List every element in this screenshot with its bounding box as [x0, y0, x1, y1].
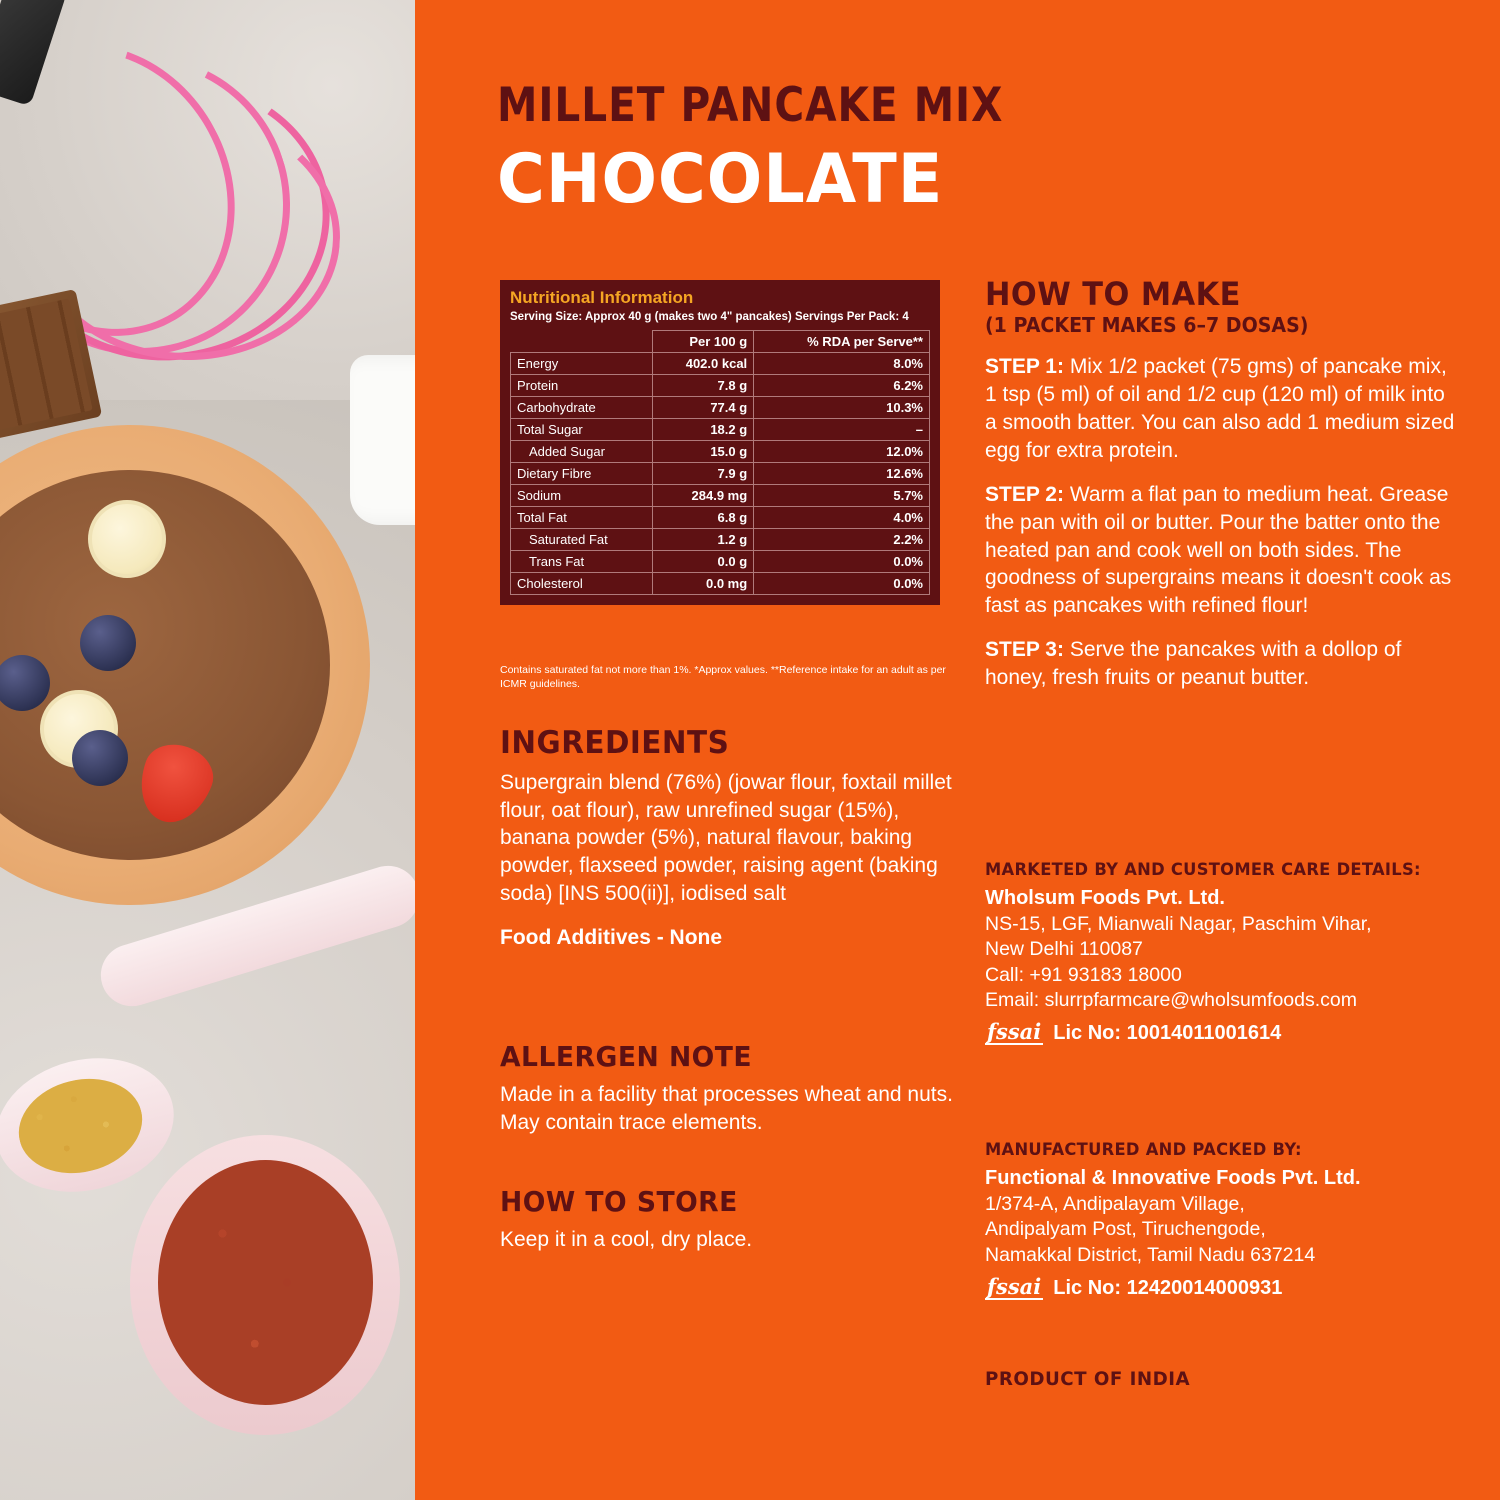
allergen-heading: ALLERGEN NOTE — [500, 1040, 753, 1073]
nutrient-name: Saturated Fat — [511, 529, 653, 551]
step-2-label: STEP 2: — [985, 482, 1064, 506]
nutrient-per100g: 1.2 g — [652, 529, 754, 551]
fssai-logo-icon: fssai — [987, 1019, 1042, 1045]
nutrient-rda: 2.2% — [754, 529, 930, 551]
manufactured-by-section — [985, 1140, 1485, 1300]
nutrient-rda: 12.6% — [754, 463, 930, 485]
nutrient-rda: – — [754, 419, 930, 441]
nutrient-per100g: 7.8 g — [652, 375, 754, 397]
manufactured-by-address-line: Namakkal District, Tamil Nadu 637214 — [985, 1243, 1316, 1266]
table-row — [511, 463, 930, 485]
step-3-label: STEP 3: — [985, 638, 1064, 662]
table-row — [511, 419, 930, 441]
allergen-section — [500, 1040, 960, 1136]
ingredients-heading: INGREDIENTS — [500, 725, 730, 761]
nutrient-rda: 4.0% — [754, 507, 930, 529]
product-photo-panel — [0, 0, 415, 1500]
table-row — [511, 485, 930, 507]
label-content-panel — [415, 0, 1500, 1500]
marketed-by-email: Email: slurrpfarmcare@wholsumfoods.com — [985, 989, 1357, 1012]
nutrient-name: Added Sugar — [511, 441, 653, 463]
blueberry — [80, 615, 136, 671]
column-header-blank — [511, 331, 653, 353]
allergen-text: Made in a facility that processes wheat and nuts. May contain trace elements. — [500, 1083, 953, 1134]
table-row — [511, 397, 930, 419]
marketed-by-address-line: NS-15, LGF, Mianwali Nagar, Paschim Vihar, — [985, 913, 1372, 935]
nutrient-name: Protein — [511, 375, 653, 397]
step-3-text: Serve the pancakes with a dollop of honey, fresh fruits or peanut butter. — [985, 638, 1402, 690]
step-2-text: Warm a flat pan to medium heat. Grease the pan with oil or butter. Pour the batter onto the heated pan and cook well on both sides. The goodness of supergrains means it doesn't cook as fast as pancakes with refined flour! — [985, 482, 1452, 618]
table-row — [511, 573, 930, 595]
manufactured-by-company: Functional & Innovative Foods Pvt. Ltd. — [985, 1167, 1361, 1189]
nutrient-per100g: 18.2 g — [652, 419, 754, 441]
nutrient-rda: 0.0% — [754, 551, 930, 573]
table-row — [511, 353, 930, 375]
storage-text: Keep it in a cool, dry place. — [500, 1228, 753, 1251]
step-1 — [985, 353, 1455, 465]
nutrient-name: Sodium — [511, 485, 653, 507]
nutrient-rda: 6.2% — [754, 375, 930, 397]
ingredients-text: Supergrain blend (76%) (jowar flour, foxtail millet flour, oat flour), raw unrefined sugar (15%), banana powder (5%), natural flavour, baking powder, flaxseed powder, raising agent (baking soda) [INS 500(ii)], iodised salt — [500, 771, 952, 905]
how-to-make-section — [985, 275, 1455, 708]
nutrient-per100g: 7.9 g — [652, 463, 754, 485]
fssai-license-number: Lic No: 10014011001614 — [1053, 1021, 1282, 1044]
table-row — [511, 441, 930, 463]
fssai-license-number: Lic No: 12420014000931 — [1053, 1276, 1283, 1299]
marketed-by-heading: MARKETED BY AND CUSTOMER CARE DETAILS: — [985, 860, 1421, 880]
manufactured-by-address-line: Andipalyam Post, Tiruchengode, — [985, 1218, 1266, 1241]
page-title: MILLET PANCAKE MIX — [497, 78, 1004, 133]
banana-slice — [88, 500, 166, 578]
nutrient-name: Trans Fat — [511, 551, 653, 573]
nutrient-name: Energy — [511, 353, 653, 375]
nutrient-name: Carbohydrate — [511, 397, 653, 419]
marketed-by-phone: Call: +91 93183 18000 — [985, 963, 1182, 986]
nutrient-rda: 8.0% — [754, 353, 930, 375]
flavour-title: CHOCOLATE — [497, 140, 944, 219]
storage-heading: HOW TO STORE — [500, 1185, 738, 1218]
table-row — [511, 375, 930, 397]
country-of-origin: PRODUCT OF INDIA — [985, 1368, 1191, 1390]
storage-section — [500, 1185, 960, 1254]
milk-jug — [350, 355, 415, 525]
step-3 — [985, 636, 1455, 692]
nutrient-per100g: 0.0 mg — [652, 573, 754, 595]
fssai-row-marketed — [985, 1021, 1465, 1045]
nutrient-rda: 12.0% — [754, 441, 930, 463]
nutrient-name: Total Sugar — [511, 419, 653, 441]
nutrient-rda: 10.3% — [754, 397, 930, 419]
blueberry — [72, 730, 128, 786]
table-row — [511, 529, 930, 551]
ragi-millet-seeds — [158, 1160, 373, 1405]
manufactured-by-address-line: 1/374-A, Andipalayam Village, — [985, 1193, 1245, 1215]
nutrient-name: Dietary Fibre — [511, 463, 653, 485]
nutrient-per100g: 6.8 g — [652, 507, 754, 529]
food-additives-text: Food Additives - None — [500, 925, 723, 949]
table-row — [511, 507, 930, 529]
nutrient-per100g: 77.4 g — [652, 397, 754, 419]
step-2 — [985, 481, 1455, 621]
nutrient-per100g: 15.0 g — [652, 441, 754, 463]
nutrient-name: Cholesterol — [511, 573, 653, 595]
table-row — [511, 551, 930, 573]
manufactured-by-heading: MANUFACTURED AND PACKED BY: — [985, 1140, 1302, 1160]
table-header-row — [511, 331, 930, 353]
marketed-by-company: Wholsum Foods Pvt. Ltd. — [985, 887, 1225, 909]
how-to-make-subheading: (1 PACKET MAKES 6–7 DOSAS) — [985, 313, 1309, 337]
fssai-row-manufactured — [985, 1276, 1485, 1300]
nutrition-heading: Nutritional Information — [510, 288, 694, 307]
step-1-text: Mix 1/2 packet (75 gms) of pancake mix, 1 tsp (5 ml) of oil and 1/2 cup (120 ml) of milk into a smooth batter. You can also add 1 medium sized egg for extra protein. — [985, 355, 1455, 462]
nutrient-rda: 0.0% — [754, 573, 930, 595]
column-header-per100g: Per 100 g — [652, 331, 754, 353]
nutrient-name: Total Fat — [511, 507, 653, 529]
nutritional-information-table — [500, 280, 940, 605]
how-to-make-heading: HOW TO MAKE — [985, 275, 1241, 313]
nutrition-table — [510, 330, 930, 595]
serving-size-line: Serving Size: Approx 40 g (makes two 4" pancakes) Servings Per Pack: 4 — [510, 311, 909, 323]
nutrient-rda: 5.7% — [754, 485, 930, 507]
nutrient-per100g: 0.0 g — [652, 551, 754, 573]
step-1-label: STEP 1: — [985, 355, 1064, 378]
nutrient-per100g: 284.9 mg — [652, 485, 754, 507]
nutrition-footnote: Contains saturated fat not more than 1%. *Approx values. **Reference intake for an adult as per ICMR guidelines. — [500, 664, 946, 691]
nutrient-per100g: 402.0 kcal — [652, 353, 754, 375]
ingredients-section — [500, 725, 960, 950]
marketed-by-section — [985, 860, 1465, 1045]
marketed-by-address-line: New Delhi 110087 — [985, 938, 1143, 961]
column-header-rda: % RDA per Serve** — [754, 331, 930, 353]
fssai-logo-icon: fssai — [987, 1274, 1042, 1300]
